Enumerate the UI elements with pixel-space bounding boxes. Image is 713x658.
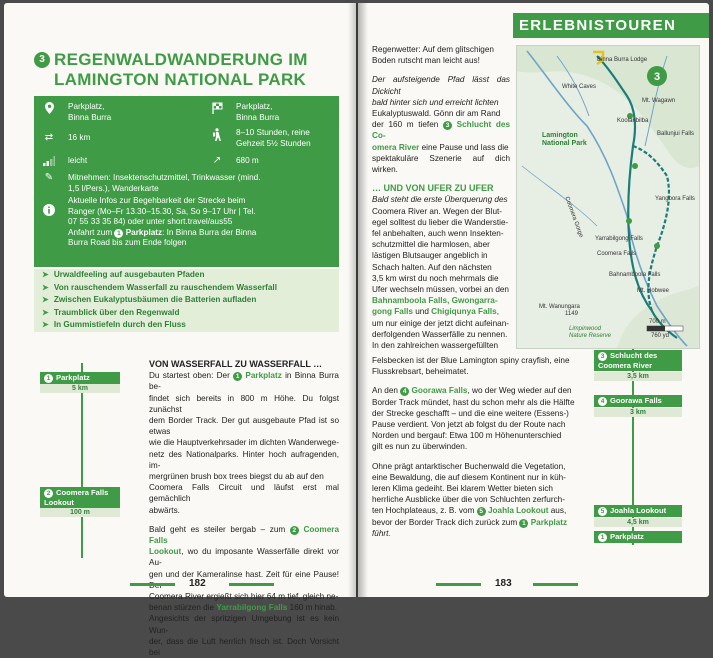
start-row	[42, 102, 111, 123]
map-label-white-caves: White Caves	[562, 84, 597, 90]
right-column-text	[372, 44, 510, 351]
duration-row	[210, 128, 311, 149]
arrival-line1: Anfahrt zum 1 Parkplatz: In Binna Burra der Binna	[68, 227, 257, 237]
text-line: Regenwetter: Auf dem glitschigen	[372, 45, 494, 54]
elevation-arrow-icon: ↗	[212, 155, 222, 166]
right-page	[358, 3, 709, 597]
distance-value: 16 km	[68, 133, 91, 142]
map-label-yangoora: Yangoora Falls	[655, 196, 695, 202]
text-line: 3,5 km wirst du noch mehrmals die	[372, 273, 499, 283]
finish-flag-icon	[210, 102, 224, 114]
elevation-row	[210, 156, 259, 168]
para1-line1: Du startest oben: Der 1 Parkplatz in Binna Burra be-	[149, 371, 339, 392]
para1-line: netz des Nationalparks. Hinter hoch aufragenden, im-	[149, 449, 339, 470]
page-number-rule	[229, 583, 274, 586]
text-line: ten Hochplateaus, z. B. vom 5 Joahla Lookout aus,	[372, 506, 567, 516]
text-line: Border Track mündet, hast du schon mehr als die Hälfte	[372, 397, 575, 407]
route-distance-1: 5 km	[40, 384, 120, 393]
text-line: egel solltest du lieber die Wanderstie-	[372, 217, 509, 227]
info-icon	[42, 204, 56, 216]
map-label-limpinwood: Limpinwood	[569, 326, 602, 332]
map-label-lamington: Lamington	[542, 132, 578, 139]
gear-row	[42, 173, 332, 194]
text-line: Norden und bergauf: Etwa 100 m Höhenunterschied	[372, 431, 562, 441]
text-line: Ohne prägt antarktischer Buchenwald die Vegetation,	[372, 461, 566, 471]
list-item: ➤ Urwaldfeeling auf ausgebauten Pfaden	[42, 270, 205, 279]
start-line2: Binna Burra	[68, 112, 112, 122]
duration-line2: Gehzeit 5½ Stunden	[236, 138, 311, 148]
list-item: ➤ Von rauschendem Wasserfall zu rauschendem Wasserfall	[42, 282, 277, 292]
text-line: Eukalyptuswald. Gönn dir am Rand	[372, 109, 501, 119]
text-line: derfolgenden Wasserfälle zu nennen.	[372, 329, 508, 339]
text-line: Ufer wechseln müssen, vorbei an den	[372, 285, 509, 295]
arrival-line2: Burra Road bis zum Ende folgen	[68, 238, 187, 247]
route-stop-1: 1 Parkplatz	[40, 372, 120, 384]
info-line3: 07 55 33 35 84) oder unter short.travel/aus55	[68, 217, 233, 226]
route-distance-3: 3,5 km	[594, 372, 682, 381]
tour-title-line2: LAMINGTON NATIONAL PARK	[54, 70, 307, 89]
distance-row	[42, 133, 90, 145]
start-line1: Parkplatz,	[68, 102, 105, 111]
info-box	[34, 96, 339, 267]
list-item: ➤ Traumblick über den Regenwald	[42, 307, 180, 317]
page-number-rule	[533, 583, 578, 586]
text-line: leren Klima gedeiht. Bei klarem Wetter bieten sich	[372, 484, 553, 494]
text-line: Der aufsteigende Pfad lässt das Dickicht	[372, 75, 510, 96]
route-map	[516, 45, 700, 349]
text-line: An den 4 Goorawa Falls, wo der Weg wieder auf den	[372, 386, 572, 396]
right-body-text	[372, 355, 590, 539]
para2-line5: benan stürzen die Yarrabilgong Falls 160 m hinab.	[149, 603, 337, 613]
pencil-icon: ✎	[44, 172, 54, 183]
text-line: führt.	[372, 528, 391, 538]
route-distance-5: 4,5 km	[594, 518, 682, 527]
map-label-mt-wanungara: Mt. Wanungara	[539, 304, 580, 310]
map-scale-m: 700 m	[649, 319, 666, 325]
end-line1: Parkplatz,	[236, 102, 273, 111]
text-line: bevor der Border Track dich zurück zum 1 Parkplatz	[372, 517, 568, 527]
tour-title	[34, 50, 334, 90]
text-line: fel anbehalten, auch wenn Insekten-	[372, 229, 504, 239]
text-line: Bahnamboola Falls, Gwongarra-	[372, 296, 498, 306]
para1-line: wie die Hauptverkehrsader im dichten Wanderwege-	[149, 438, 339, 448]
text-line: Pause verdient. Von jetzt ab folgst du der Route nach	[372, 420, 566, 430]
section-heading: VON WASSERFALL ZU WASSERFALL …	[149, 359, 323, 369]
text-line: gong Falls und Chigiqunya Falls,	[372, 307, 499, 317]
map-label-lodge: Binna Burra Lodge	[597, 57, 648, 63]
text-line: der Strecke geschafft – und die eine weitere (Essens-)	[372, 408, 569, 418]
text-line: Flusskrebsart, beheimatet.	[372, 367, 469, 377]
distance-arrows-icon: ⇄	[44, 132, 54, 143]
map-tour-badge: 3	[653, 71, 661, 83]
text-line: bald hinter sich und erreicht lichten	[372, 97, 499, 107]
map-label-elevation: 1149	[565, 311, 578, 317]
section-heading: … UND VON UFER ZU UFER	[372, 183, 494, 194]
left-body-text	[149, 359, 339, 658]
text-line: eine Bewaldung, die auf diesem Kontinent nur in küh-	[372, 472, 566, 482]
para2-line: der, dass die Luft herrlich frisch ist. Doch Vorsicht bei	[149, 636, 339, 658]
para1-line: findet sich bereits in 800 m Höhe. Du folgst zunächst	[149, 393, 339, 414]
difficulty-row	[42, 156, 87, 168]
map-label-nature-reserve: Nature Reserve	[569, 333, 612, 339]
page-number-left: 182	[189, 578, 206, 589]
open-book	[4, 3, 709, 658]
text-line: Boden rutscht man leicht aus!	[372, 56, 480, 66]
text-line: spektakuläre Szenerie auf dich wirken.	[372, 153, 510, 175]
para1-line: abwärts.	[149, 505, 180, 515]
text-line: herrliche Ausblicke über die von Schluchten zerfurch-	[372, 495, 565, 505]
page-number-rule	[436, 583, 481, 586]
text-line: In den zahlreichen wassergefüllten	[372, 341, 499, 351]
text-line: schutzmittel die harmlosen, aber	[372, 240, 490, 250]
text-line: Felsbecken ist der Blue Lamington spiny crayfish, eine	[372, 356, 570, 365]
map-label-koolanbilba: Koolanbilba	[617, 118, 649, 124]
gear-line1: Mitnehmen: Insektenschutzmittel, Trinkwasser (mind.	[68, 173, 261, 182]
para1-line: dem Border Track. Der gut ausgebaute Pfad ist so etwas	[149, 416, 339, 437]
para2-line1: Bald geht es steiler bergab – zum 2 Coomera Falls	[149, 524, 340, 546]
para2-line: Coomera River ergießt sich hier 64 m tief, gleich ne-	[149, 592, 339, 602]
difficulty-bars-icon	[42, 156, 56, 168]
end-row	[210, 102, 279, 123]
end-line2: Binna Burra	[236, 112, 280, 122]
route-stop-5: 5 Joahla Lookout	[594, 505, 682, 517]
map-scale-yd: 760 yd	[651, 333, 670, 339]
para2-line2: Lookout, wo du imposante Wasserfälle direkt vor Au-	[149, 547, 339, 568]
route-stop-2: 2 Coomera Falls Lookout	[40, 487, 120, 508]
info-line2: Ranger (Mo–Fr 13.30–15.30, Sa, So 9–17 Uhr | Tel.	[68, 206, 256, 216]
map-label-coomera-gorge: Coomera Gorge	[563, 196, 584, 239]
tour-number-badge: 3	[34, 52, 50, 68]
tour-title-line1: REGENWALDWANDERUNG IM	[54, 50, 308, 69]
route-stop-4: 4 Goorawa Falls	[594, 395, 682, 407]
info-row	[42, 196, 332, 249]
para1-line: Coomera Falls Circuit und läufst erst mal gemächlich	[149, 483, 339, 504]
duration-line1: 8–10 Stunden, reine	[236, 128, 310, 137]
route-distance-4: 3 km	[594, 408, 682, 417]
map-label-mt-hobwee: Mt. Hobwee	[637, 288, 670, 294]
text-line: Bald steht die erste Überquerung des	[372, 195, 508, 205]
text-line: der 160 m tiefen 3 Schlucht des Co-	[372, 120, 511, 141]
list-item: ➤ Zwischen Eukalyptusbäumen die Batterien aufladen	[42, 295, 257, 304]
map-label-coomera-falls: Coomera Falls	[597, 251, 637, 257]
map-label-ballunjui: Ballunjui Falls	[657, 131, 695, 137]
para2-line: gen und der Kameralinse hast. Zeit für eine Pause!	[149, 569, 339, 579]
text-line: lästigen Blutsauger angeblich in	[372, 251, 488, 261]
hiker-icon	[210, 128, 224, 140]
text-line: gilt es nun zu überwinden.	[372, 442, 468, 452]
text-line: Schach halten. Auf den nächsten	[372, 262, 492, 272]
route-stop-3: 3 Schlucht des Coomera River	[594, 350, 682, 371]
location-pin-icon	[42, 102, 56, 114]
elevation-value: 680 m	[236, 156, 259, 165]
map-label-national-park: National Park	[542, 140, 587, 147]
para2-line: Angesichts der spritzigen Umgebung ist es kein Wun-	[149, 614, 339, 635]
gear-line2: 1,5 l/Pers.), Wanderkarte	[68, 183, 159, 193]
map-label-bahnamboola: Bahnamboola Falls	[609, 272, 661, 278]
chapter-header: ERLEBNISTOUREN	[513, 13, 709, 38]
route-distance-2: 100 m	[40, 508, 120, 517]
map-label-yarrabilgong: Yarrabilgong Falls	[595, 236, 643, 242]
highlights-list	[34, 269, 339, 332]
text-line: um nur einige der jetzt dicht aufeinan-	[372, 318, 509, 328]
difficulty-value: leicht	[68, 156, 88, 165]
route-stop-6: 1 Parkplatz	[594, 531, 682, 543]
page-number-rule	[130, 583, 175, 586]
page-number-right: 183	[495, 578, 512, 589]
left-page	[4, 3, 356, 658]
text-line: omera River eine Pause und lass die	[372, 142, 509, 152]
text-line: Coomera River an. Wegen der Blut-	[372, 206, 502, 216]
map-label-mt-wagawn: Mt. Wagawn	[642, 98, 676, 104]
list-item: ➤ In Gummistiefeln durch den Fluss	[42, 320, 186, 329]
info-line1: Aktuelle Infos zur Begehbarkeit der Strecke beim	[68, 196, 246, 205]
para1-line: mergrünen brush box trees biegst du ab auf den	[149, 472, 324, 482]
